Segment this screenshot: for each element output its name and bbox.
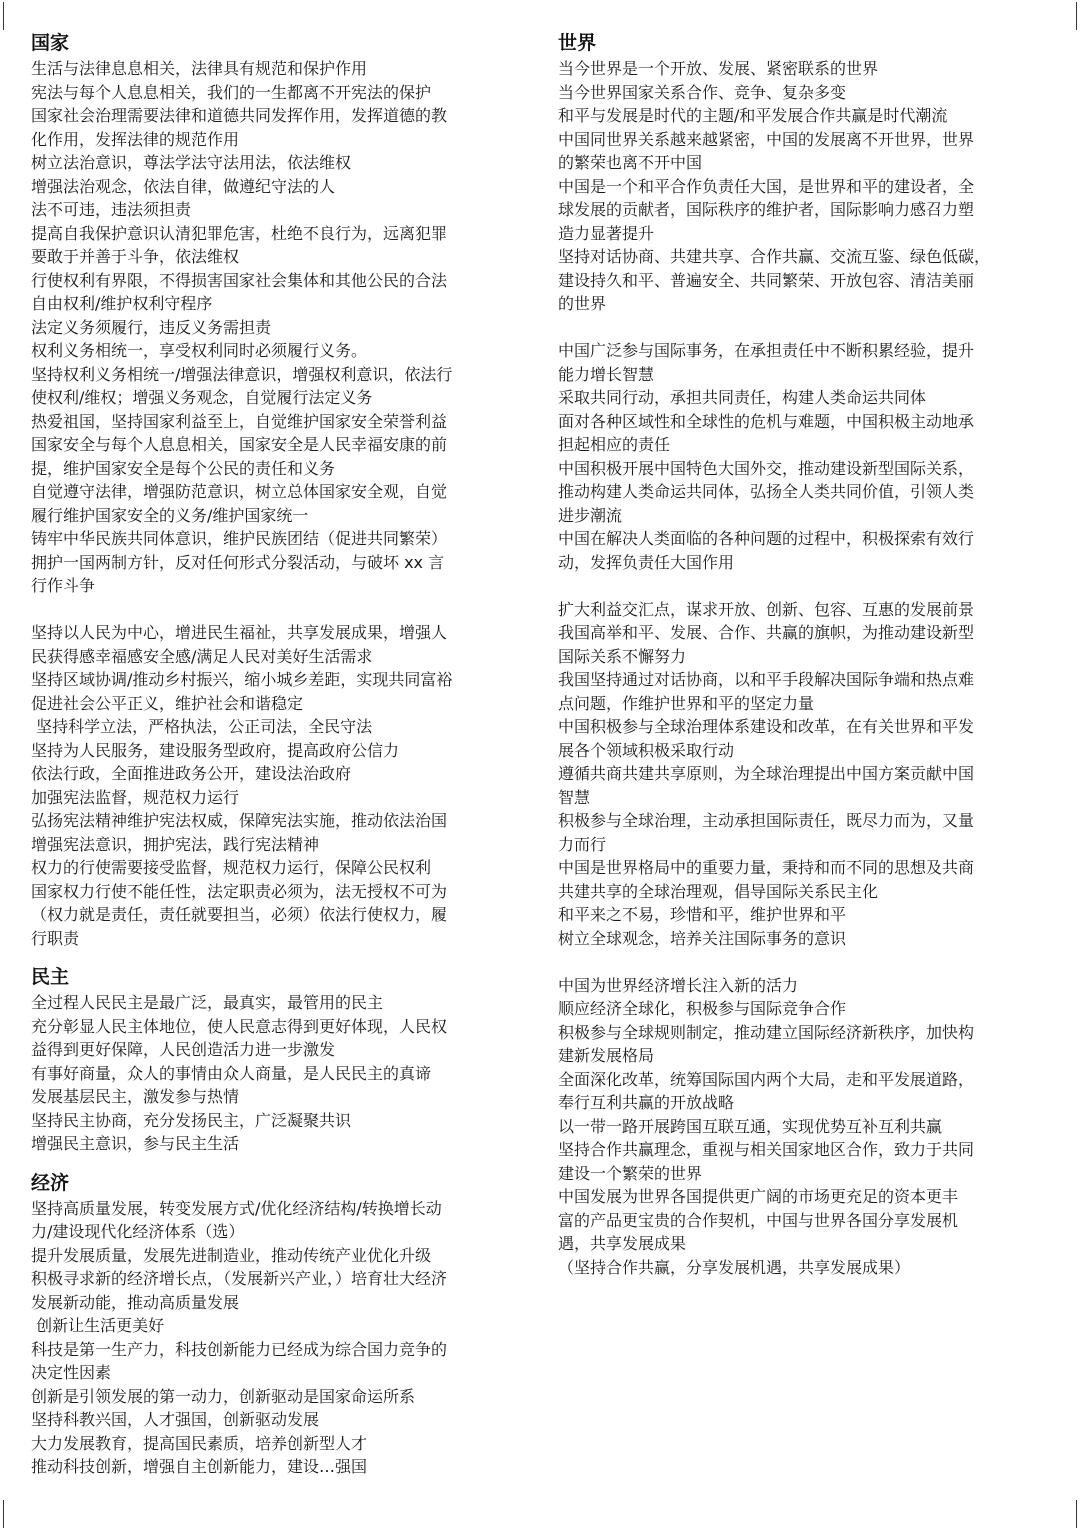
text-line: 国家权力行使不能任性，法定职责必须为，法无授权不可为 [31,881,448,901]
text-line: 中国为世界经济增长注入新的活力 [558,975,799,995]
paragraph-gap [558,316,1050,340]
text-line: 要敢于并善于斗争，依法维权 [31,247,240,266]
paragraph-gap [558,950,1050,974]
section-heading: 世界 [558,32,597,54]
text-line: 科技是第一生产力，科技创新能力已经成为综合国力竞争的 [31,1339,448,1359]
text-line: 坚持对话协商、共建共享、合作共赢、交流互鉴、绿色低碳， [558,247,991,266]
text-line: 遵循共商共建共享原则，为全球治理提出中国方案贡献中国 [558,764,975,783]
text-line: 行作斗争 [31,576,96,595]
text-line: 弘扬宪法精神维护宪法权威，保障宪法实施，推动依法治国 [31,811,448,830]
text-line: 提高自我保护意识认清犯罪危害，杜绝不良行为，远离犯罪 [31,223,448,243]
section [31,1170,523,1479]
text-line: 行使权利有界限，不得损害国家社会集体和其他公民的合法 [31,270,448,290]
text-line: 自由权利/维护权利守程序 [31,294,213,313]
text-line: 加强宪法监督，规范权力运行 [31,787,240,807]
text-line: 当今世界是一个开放、发展、紧密联系的世界 [558,59,879,78]
text-line: 采取共同行动，承担共同责任，构建人类命运共同体 [558,388,927,407]
text-line: 顺应经济全球化，积极参与国际竞争合作 [558,999,847,1018]
section-heading: 民主 [31,966,70,988]
text-line: 提，维护国家安全是每个公民的责任和义务 [31,458,336,478]
text-line: 中国广泛参与国际事务，在承担责任中不断积累经验，提升 [558,341,975,360]
section-heading: 国家 [31,32,70,54]
text-line: 中国同世界关系越来越紧密，中国的发展离不开世界，世界 [558,129,975,149]
text-line: 决定性因素 [31,1363,112,1382]
text-line: 智慧 [558,787,591,807]
text-line: 自觉遵守法律，增强防范意识，树立总体国家安全观，自觉 [31,482,448,501]
text-line: 中国积极开展中国特色大国外交，推动建设新型国际关系， [558,458,975,478]
text-line: 增强民主意识，参与民主生活 [31,1134,240,1153]
text-line: 动，发挥负责任大国作用 [558,552,735,572]
text-line: 展各个领域积极采取行动 [558,740,735,760]
text-line: 造力显著提升 [558,223,655,243]
text-line: 我国高举和平、发展、合作、共赢的旗帜，为推动建设新型 [558,623,975,642]
text-line: 坚持高质量发展，转变发展方式/优化经济结构/转换增长动 [31,1198,442,1218]
text-line: 国际关系不懈努力 [558,646,687,666]
text-line: 树立法治意识，尊法学法守法用法，依法维权 [31,153,352,172]
text-line: 点问题，作维护世界和平的坚定力量 [558,693,815,713]
corner-mark-bottom-right [1076,1500,1078,1528]
text-line: 坚持科学立法，严格执法，公正司法，全民守法 [31,717,373,736]
section-gap [31,1156,523,1170]
text-line: 权利义务相统一，享受权利同时必须履行义务。 [31,341,368,360]
text-line: 中国发展为世界各国提供更广阔的市场更充足的资本更丰 [558,1187,959,1206]
text-line: 担起相应的责任 [558,435,671,454]
text-line: 的繁荣也离不开中国 [558,153,703,172]
text-line: 拥护一国两制方针，反对任何形式分裂活动，与破坏 xx 言 [31,552,445,572]
section [558,30,1050,1279]
corner-mark-bottom-left [2,1500,4,1528]
text-line: 履行维护国家安全的义务/维护国家统一 [31,505,309,525]
text-line: （坚持合作共赢，分享发展机遇，共享发展成果） [558,1257,911,1277]
text-line: 当今世界国家关系合作、竞争、复杂多变 [558,82,847,102]
corner-mark-top-left [2,2,4,30]
text-line: 中国积极参与全球治理体系建设和改革，在有关世界和平发 [558,717,975,736]
text-line: 扩大利益交汇点，谋求开放、创新、包容、互惠的发展前景 [558,599,975,619]
text-line: 促进社会公平正义，维护社会和谐稳定 [31,693,304,713]
text-line: 推动构建人类命运共同体，弘扬全人类共同价值，引领人类 [558,482,975,501]
text-line: 增强宪法意识，拥护宪法，践行宪法精神 [31,834,320,854]
text-line: 民获得感幸福感安全感/满足人民对美好生活需求 [31,646,373,666]
text-line: 发展新动能，推动高质量发展 [31,1292,240,1312]
text-line: 树立全球观念，培养关注国际事务的意识 [558,928,847,948]
text-line: 和平与发展是时代的主题/和平发展合作共赢是时代潮流 [558,106,948,125]
text-line: 坚持合作共赢理念，重视与相关国家地区合作，致力于共同 [558,1140,975,1159]
text-line: 宪法与每个人息息相关，我们的一生都离不开宪法的保护 [31,82,432,102]
text-line: 中国在解决人类面临的各种问题的过程中，积极探索有效行 [558,529,975,548]
text-line: 坚持区域协调/推动乡村振兴，缩小城乡差距，实现共同富裕 [31,670,453,689]
corner-mark-top-right [1076,2,1078,30]
text-line: 坚持权利义务相统一/增强法律意识，增强权利意识，依法行 [31,364,453,384]
section-heading: 经济 [31,1171,70,1194]
text-line: 坚持为人民服务，建设服务型政府，提高政府公信力 [31,740,400,760]
text-line: 积极参与全球规则制定，推动建立国际经济新秩序，加快构 [558,1022,975,1042]
text-line: 创新让生活更美好 [31,1316,165,1335]
text-line: 充分彰显人民主体地位，使人民意志得到更好体现，人民权 [31,1016,448,1036]
section [31,30,523,950]
left-column [31,30,523,1479]
text-line: 积极寻求新的经济增长点，（发展新兴产业，）培育壮大经济 [31,1269,448,1288]
text-line: 法不可违，违法须担责 [31,200,192,219]
text-line: 国家社会治理需要法律和道德共同发挥作用，发挥道德的教 [31,106,448,125]
text-line: 共建共享的全球治理观，倡导国际关系民主化 [558,881,879,901]
text-line: 依法行政，全面推进政务公开，建设法治政府 [31,764,352,783]
text-line: 和平来之不易，珍惜和平，维护世界和平 [558,905,847,924]
section [31,964,523,1156]
right-column [558,30,1050,1279]
text-line: 坚持以人民为中心，增进民生福祉，共享发展成果，增强人 [31,623,448,642]
text-line: 富的产品更宝贵的合作契机，中国与世界各国分享发展机 [558,1210,959,1230]
text-line: 国家安全与每个人息息相关，国家安全是人民幸福安康的前 [31,435,448,454]
section-gap [31,950,523,964]
text-line: 生活与法律息息相关，法律具有规范和保护作用 [31,59,368,78]
text-line: 热爱祖国，坚持国家利益至上，自觉维护国家安全荣誉利益 [31,411,448,431]
text-line: 坚持科教兴国，人才强国，创新驱动发展 [31,1410,320,1429]
text-line: 积极参与全球治理，主动承担国际责任，既尽力而为，又量 [558,811,975,830]
paragraph-gap [31,598,523,622]
text-line: 进步潮流 [558,505,623,525]
text-line: 全面深化改革，统筹国际国内两个大局，走和平发展道路， [558,1069,975,1089]
text-line: 法定义务须履行，违反义务需担责 [31,317,272,337]
text-line: 坚持民主协商，充分发扬民主，广泛凝聚共识 [31,1110,352,1130]
text-line: 的世界 [558,294,607,313]
text-line: 奉行互利共赢的开放战略 [558,1093,735,1112]
text-line: 有事好商量，众人的事情由众人商量，是人民民主的真谛 [31,1063,432,1083]
paragraph-gap [558,574,1050,598]
text-line: 行职责 [31,928,80,948]
text-line: 面对各种区域性和全球性的危机与难题，中国积极主动地承 [558,411,975,431]
text-line: 能力增长智慧 [558,364,655,384]
text-line: 铸牢中华民族共同体意识，维护民族团结（促进共同繁荣） [31,529,448,548]
text-line: 以一带一路开展跨国互联互通，实现优势互补互利共赢 [558,1116,943,1136]
text-line: 发展基层民主，激发参与热情 [31,1087,240,1106]
text-line: 中国是世界格局中的重要力量，秉持和而不同的思想及共商 [558,858,975,877]
text-line: 化作用，发挥法律的规范作用 [31,129,240,149]
text-line: 推动科技创新，增强自主创新能力，建设…强国 [31,1457,368,1476]
text-line: 全过程人民民主是最广泛，最真实，最管用的民主 [31,993,384,1012]
text-line: 使权利/维权；增强义务观念，自觉履行法定义务 [31,388,373,407]
text-line: （权力就是责任，责任就要担当，必须）依法行使权力，履 [31,905,448,924]
text-line: 遇，共享发展成果 [558,1234,687,1253]
text-line: 大力发展教育，提高国民素质，培养创新型人才 [31,1433,368,1453]
text-line: 提升发展质量，发展先进制造业，推动传统产业优化升级 [31,1245,432,1265]
text-line: 建新发展格局 [558,1046,655,1065]
text-line: 益得到更好保障，人民创造活力进一步激发 [31,1040,336,1059]
text-line: 增强法治观念，依法自律，做遵纪守法的人 [31,176,336,196]
text-line: 创新是引领发展的第一动力，创新驱动是国家命运所系 [31,1386,416,1406]
text-line: 中国是一个和平合作负责任大国，是世界和平的建设者，全 [558,176,975,196]
text-line: 建设持久和平、普遍安全、共同繁荣、开放包容、清洁美丽 [558,270,975,290]
text-line: 我国坚持通过对话协商，以和平手段解决国际争端和热点难 [558,670,975,689]
text-line: 力/建设现代化经济体系（选） [31,1222,245,1241]
text-line: 力而行 [558,834,607,854]
text-line: 球发展的贡献者，国际秩序的维护者，国际影响力感召力塑 [558,200,975,219]
text-line: 建设一个繁荣的世界 [558,1163,703,1183]
text-line: 权力的行使需要接受监督，规范权力运行，保障公民权利 [31,858,432,877]
